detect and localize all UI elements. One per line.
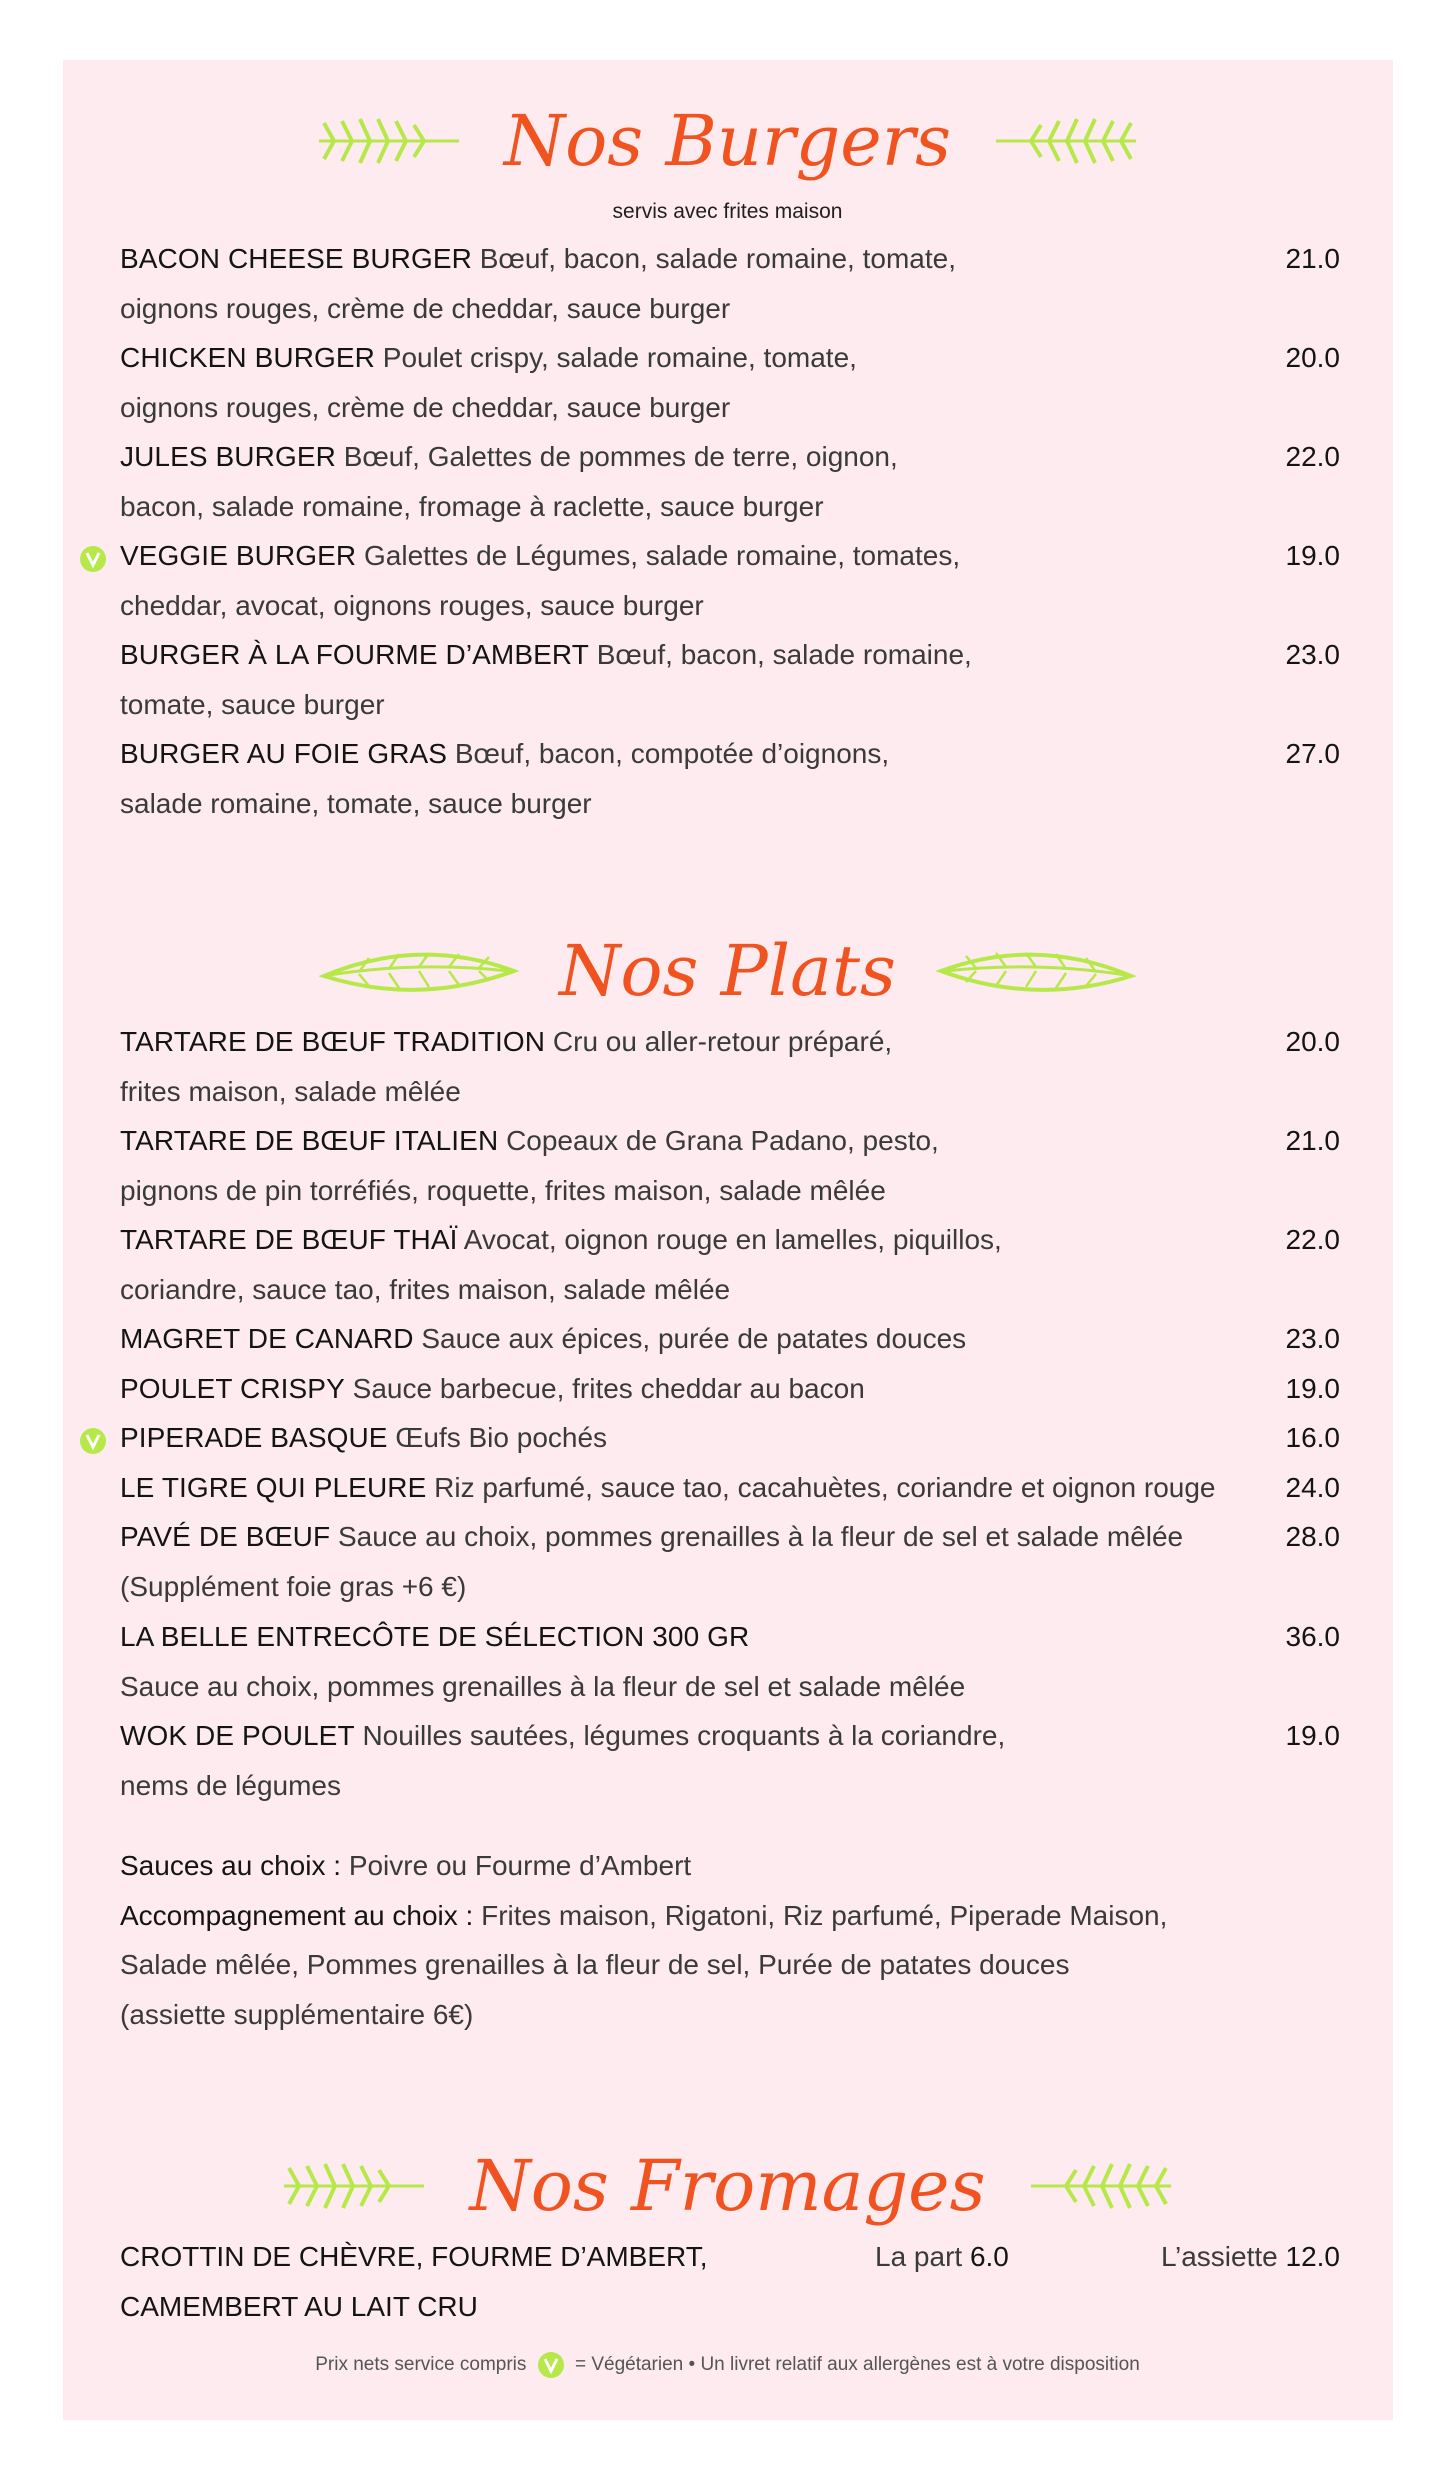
menu-item — [120, 1413, 1340, 1463]
item-desc: Riz parfumé, sauce tao, cacahuètes, coriandre et oignon rouge — [434, 1472, 1216, 1503]
menu-item — [120, 1364, 1340, 1414]
accompagnement-label: Accompagnement au choix : — [120, 1899, 474, 1931]
vegetarian-icon — [536, 2350, 566, 2380]
footer-prefix: Prix nets service compris — [315, 2354, 527, 2376]
item-desc: Bœuf, bacon, salade romaine, — [596, 639, 972, 670]
section-title-burgers — [0, 100, 1455, 182]
cheese-name-line1: CROTTIN DE CHÈVRE, FOURME D’AMBERT, — [120, 2241, 708, 2272]
menu-item — [120, 1215, 1340, 1314]
fromages-title: Nos Fromages — [469, 2145, 986, 2227]
sauces-value: Poivre ou Fourme d’Ambert — [348, 1850, 692, 1881]
item-price: 27.0 — [1285, 738, 1340, 769]
item-desc: Œufs Bio pochés — [395, 1422, 608, 1453]
menu-item — [120, 432, 1340, 531]
item-name: CHICKEN BURGER — [120, 342, 375, 373]
item-desc: Bœuf, Galettes de pommes de terre, oignon, — [343, 441, 898, 472]
item-name: TARTARE DE BŒUF TRADITION — [120, 1026, 546, 1057]
menu-item — [120, 531, 1340, 630]
item-name: MAGRET DE CANARD — [120, 1323, 414, 1354]
item-desc-line2: coriandre, sauce tao, frites maison, salade mêlée — [120, 1273, 731, 1305]
fern-left-icon — [279, 2156, 429, 2216]
assiette-label: L’assiette — [1160, 2241, 1278, 2272]
accompagnement-value: Frites maison, Rigatoni, Riz parfumé, Piperade Maison, — [481, 1899, 1168, 1931]
item-name: POULET CRISPY — [120, 1373, 345, 1404]
item-desc-line2: nems de légumes — [120, 1769, 342, 1801]
cheese-assiette — [1161, 2232, 1340, 2282]
item-desc: Bœuf, bacon, compotée d’oignons, — [454, 738, 890, 769]
item-desc: Poulet crispy, salade romaine, tomate, — [382, 342, 857, 373]
sauces-label: Sauces au choix : — [120, 1850, 342, 1881]
item-name: TARTARE DE BŒUF THAÏ — [120, 1224, 458, 1255]
item-desc-line2: oignons rouges, crème de cheddar, sauce burger — [120, 391, 731, 423]
item-price: 20.0 — [1285, 1026, 1340, 1057]
item-desc: Copeaux de Grana Padano, pesto, — [506, 1125, 939, 1156]
item-price: 23.0 — [1285, 1323, 1340, 1354]
menu-item — [120, 1017, 1340, 1116]
cheese-part — [875, 2232, 1009, 2282]
item-price: 36.0 — [1285, 1621, 1340, 1652]
item-name: WOK DE POULET — [120, 1720, 355, 1751]
item-desc: Sauce au choix, pommes grenailles à la fleur de sel et salade mêlée — [337, 1521, 1184, 1552]
footer-note — [0, 2350, 1455, 2380]
item-name: JULES BURGER — [120, 441, 336, 472]
item-price: 22.0 — [1285, 1224, 1340, 1255]
fern-right-icon — [1026, 2156, 1176, 2216]
vegetarian-icon — [78, 1426, 108, 1456]
assiette-price: 12.0 — [1285, 2241, 1340, 2272]
item-desc: Sauce barbecue, frites cheddar au bacon — [352, 1373, 865, 1404]
item-name: PAVÉ DE BŒUF — [120, 1521, 331, 1552]
accompagnement-line3: (assiette supplémentaire 6€) — [120, 1998, 474, 2030]
item-name: LE TIGRE QUI PLEURE — [120, 1472, 427, 1503]
item-name: BURGER À LA FOURME D’AMBERT — [120, 639, 589, 670]
accompagnement-line — [120, 1891, 1340, 1941]
item-price: 21.0 — [1285, 243, 1340, 274]
vegetarian-icon — [78, 544, 108, 574]
leaf-left-icon — [319, 941, 519, 1001]
item-desc: Bœuf, bacon, salade romaine, tomate, — [479, 243, 956, 274]
fern-left-icon — [314, 111, 464, 171]
item-desc: Sauce aux épices, purée de patates douces — [421, 1323, 967, 1354]
item-desc: Avocat, oignon rouge en lamelles, piquillos, — [463, 1224, 1002, 1255]
menu-item — [120, 1711, 1340, 1810]
item-desc-line2: oignons rouges, crème de cheddar, sauce burger — [120, 292, 731, 324]
menu-item — [120, 1463, 1340, 1513]
footer-suffix: = Végétarien • Un livret relatif aux allergènes est à votre disposition — [574, 2354, 1140, 2376]
item-name: TARTARE DE BŒUF ITALIEN — [120, 1125, 499, 1156]
plats-title: Nos Plats — [559, 930, 896, 1012]
item-price: 19.0 — [1285, 1373, 1340, 1404]
cheese-item — [120, 2232, 1340, 2331]
item-price: 21.0 — [1285, 1125, 1340, 1156]
burgers-title: Nos Burgers — [503, 100, 952, 182]
item-price: 24.0 — [1285, 1472, 1340, 1503]
menu-item — [120, 1314, 1340, 1364]
accompagnement-line2: Salade mêlée, Pommes grenailles à la fleur de sel, Purée de patates douces — [120, 1949, 1070, 1980]
item-desc-line2: tomate, sauce burger — [120, 688, 385, 720]
menu-item — [120, 234, 1340, 333]
part-label: La part — [875, 2241, 963, 2272]
item-desc-line2: bacon, salade romaine, fromage à raclette, sauce burger — [120, 490, 824, 522]
fern-right-icon — [991, 111, 1141, 171]
item-desc-line2: frites maison, salade mêlée — [120, 1075, 461, 1107]
menu-item — [120, 1612, 1340, 1711]
part-price: 6.0 — [969, 2241, 1009, 2272]
item-desc-line2: (Supplément foie gras +6 €) — [120, 1570, 467, 1602]
burgers-subtitle: servis avec frites maison — [612, 200, 843, 223]
item-price: 19.0 — [1285, 1720, 1340, 1751]
menu-item — [120, 1116, 1340, 1215]
item-price: 22.0 — [1285, 441, 1340, 472]
leaf-right-icon — [936, 941, 1136, 1001]
item-price: 23.0 — [1285, 639, 1340, 670]
menu-item — [120, 1512, 1340, 1611]
item-price: 16.0 — [1285, 1422, 1340, 1453]
menu-item — [120, 333, 1340, 432]
item-desc-line2: Sauce au choix, pommes grenailles à la fleur de sel et salade mêlée — [120, 1670, 966, 1702]
item-desc: Nouilles sautées, légumes croquants à la coriandre, — [362, 1720, 1006, 1751]
item-desc-line2: cheddar, avocat, oignons rouges, sauce burger — [120, 589, 704, 621]
plats-notes — [120, 1841, 1340, 2039]
item-name: VEGGIE BURGER — [120, 540, 357, 571]
item-name: PIPERADE BASQUE — [120, 1422, 388, 1453]
item-price: 19.0 — [1285, 540, 1340, 571]
item-desc-line2: salade romaine, tomate, sauce burger — [120, 787, 592, 819]
item-desc: Galettes de Légumes, salade romaine, tomates, — [364, 540, 961, 571]
item-price: 20.0 — [1285, 342, 1340, 373]
item-desc-line2: pignons de pin torréfiés, roquette, frites maison, salade mêlée — [120, 1174, 886, 1206]
item-desc: Cru ou aller-retour préparé, — [552, 1026, 893, 1057]
sauces-line — [120, 1841, 1340, 1891]
menu-item — [120, 729, 1340, 828]
item-name: BACON CHEESE BURGER — [120, 243, 472, 274]
item-name: BURGER AU FOIE GRAS — [120, 738, 448, 769]
menu-item — [120, 630, 1340, 729]
item-price: 28.0 — [1285, 1521, 1340, 1552]
section-title-plats — [0, 930, 1455, 1012]
cheese-name-line2: CAMEMBERT AU LAIT CRU — [120, 2290, 478, 2322]
section-title-fromages — [0, 2145, 1455, 2227]
item-name: LA BELLE ENTRECÔTE DE SÉLECTION 300 GR — [120, 1621, 750, 1652]
